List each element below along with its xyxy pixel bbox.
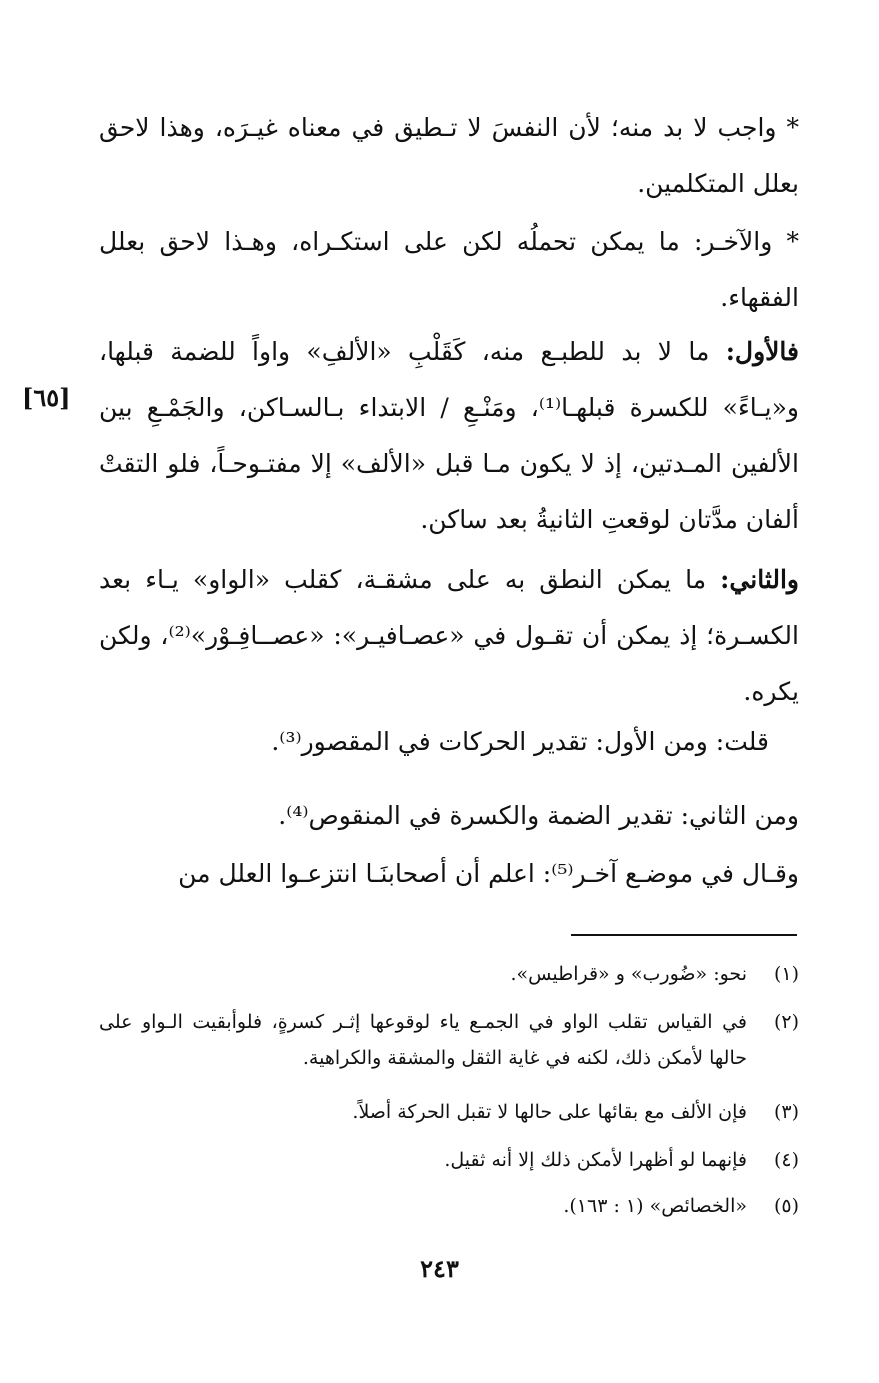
footnote-separator <box>571 934 797 936</box>
paragraph-first-example <box>99 714 799 770</box>
footnote-number: (١) <box>773 963 799 985</box>
paragraph-text: * والآخـر: ما يمكن تحملُه لكن على استكـراه، وهـذا لاحق بعلل الفقهاء. <box>99 227 799 312</box>
paragraph-tolerable-cause <box>99 214 799 326</box>
footnote-text: فإنهما لو أظهرا لأمكن ذلك إلا أنه ثقيل. <box>444 1149 747 1171</box>
footnote-5 <box>99 1188 799 1224</box>
paragraph-text: قلت: ومن الأول: تقدير الحركات في المقصور⁽³⁾. <box>271 727 769 756</box>
footnote-2 <box>99 1004 799 1076</box>
footnote-text: «الخصائص» (١ : ١٦٣). <box>563 1195 747 1217</box>
paragraph-text: ما لا بد للطبـع منه، كَقَلْبِ «الألفِ» واواً للضمة قبلها، و«يـاءً» للكسرة قبلهـا⁽¹⁾، ومَنْـعِ / الابتداء بـالسـاكن، والجَمْـعِ بين الألفين المـدتين، إذ لا يكون مـا قبل «الألف» إلا مفتـوحـاً، فلو التقتْ ألفان مدَّتان لوقعتِ الثانيةُ بعد ساكن. <box>99 337 799 534</box>
paragraph-lead-word: والثاني: <box>720 565 799 594</box>
paragraph-necessary-cause <box>99 100 799 212</box>
footnote-number: (٤) <box>773 1149 799 1171</box>
paragraph-other-place <box>99 846 799 902</box>
footnote-3 <box>99 1094 799 1130</box>
footnote-number: (٣) <box>773 1101 799 1123</box>
paragraph-text: ومن الثاني: تقدير الضمة والكسرة في المنقوص⁽⁴⁾. <box>278 801 799 830</box>
page-number: ٢٤٣ <box>420 1254 459 1283</box>
paragraph-text: ما يمكن النطق به على مشقـة، كقلب «الواو» يـاء بعد الكسـرة؛ إذ يمكن أن تقـول في «عصـافيـر»: «عصــافِـوْر»⁽²⁾، ولكن يكره. <box>99 565 799 706</box>
footnote-text: نحو: «ضُورب» و «قراطيس». <box>510 963 747 985</box>
footnote-number: (٥) <box>773 1195 799 1217</box>
footnote-number: (٢) <box>773 1011 799 1033</box>
margin-page-reference: [٦٥] <box>22 383 71 412</box>
footnote-text: فإن الألف مع بقائها على حالها لا تقبل الحركة أصلاً. <box>352 1101 747 1123</box>
paragraph-second-example <box>99 788 799 844</box>
footnote-text: في القياس تقلب الواو في الجمـع ياء لوقوعها إثـر كسرةٍ، فلوأبقيت الـواو على حالها لأمكن ذلك، لكنه في غاية الثقل والمشقة والكراهية. <box>99 1011 747 1069</box>
footnote-4 <box>99 1142 799 1178</box>
paragraph-text: وقـال في موضـع آخـر⁽⁵⁾: اعلم أن أصحابنَـا انتزعـوا العلل من <box>178 859 799 888</box>
paragraph-lead-word: فالأول: <box>725 337 799 366</box>
paragraph-text: * واجب لا بد منه؛ لأن النفسَ لا تـطيق في معناه غيـرَه، وهذا لاحق بعلل المتكلمين. <box>99 113 799 198</box>
paragraph-first-kind <box>99 324 799 548</box>
paragraph-second-kind <box>99 552 799 720</box>
footnote-1 <box>99 956 799 992</box>
